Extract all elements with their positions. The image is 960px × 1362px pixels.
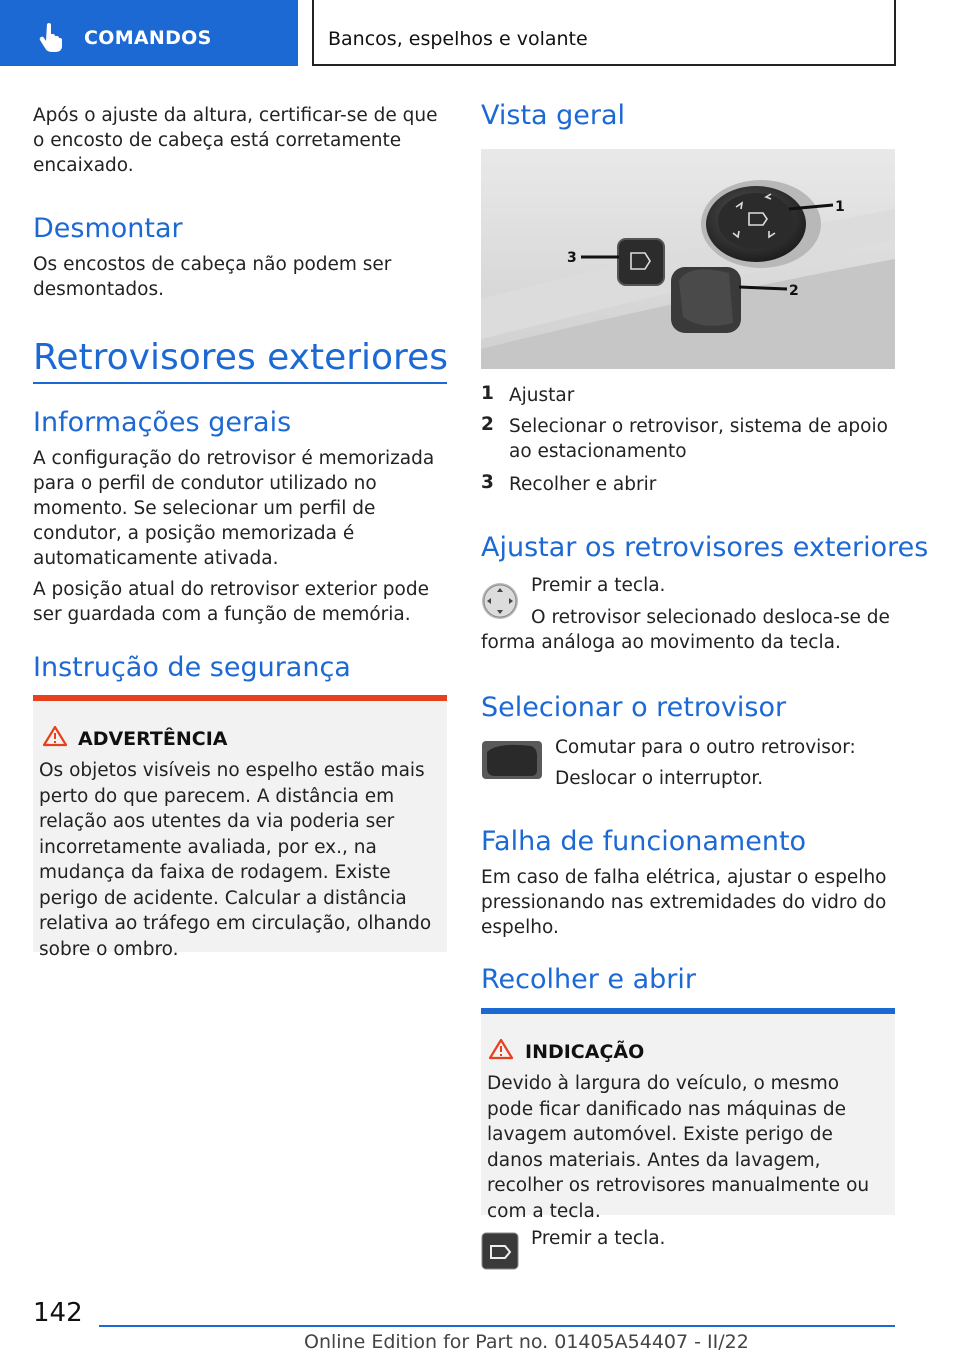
info-paragraph-2: A posição atual do retrovisor exterior pode ser guardada com a função de memória. <box>33 579 429 625</box>
chapter-heading-rule <box>33 382 447 384</box>
footer-edition: Online Edition for Part no. 01405A54407 - II/22 <box>304 1331 749 1353</box>
legend-text-1: Ajustar <box>509 385 575 406</box>
callout-3: 3 <box>567 250 577 266</box>
page-number: 142 <box>33 1298 83 1328</box>
note-box <box>481 1008 895 1222</box>
info-paragraph-1: A configuração do retrovisor é memorizada para o perfil de condutor utilizado no momento. Se selecionar um perfil de condutor, a posição memorizada é automaticamente ativada. <box>33 448 435 569</box>
fold-heading: Recolher e abrir <box>481 964 697 995</box>
select-paragraph-1: Comutar para o outro retrovisor: <box>555 737 856 758</box>
chapter-tab-label: Bancos, espelhos e volante <box>328 28 588 50</box>
mirror-fold-button-icon <box>481 1232 519 1270</box>
adjust-paragraph-1: Premir a tecla. <box>531 575 666 596</box>
mirror-select-switch-icon <box>481 740 543 780</box>
mirror-controls-photo <box>481 149 895 369</box>
warning-box <box>33 695 447 960</box>
desmontar-text: Os encostos de cabeça não podem ser desmontados. <box>33 254 392 300</box>
footer-rule <box>99 1325 895 1327</box>
warning-title: ADVERTÊNCIA <box>78 728 228 750</box>
adjust-heading: Ajustar os retrovisores exteriores <box>481 532 929 563</box>
warning-triangle-icon <box>42 725 68 747</box>
select-paragraph-2: Deslocar o interruptor. <box>555 768 764 789</box>
desmontar-heading: Desmontar <box>33 213 183 244</box>
legend-text-3: Recolher e abrir <box>509 474 657 495</box>
info-heading: Informações gerais <box>33 407 292 438</box>
chapter-heading: Retrovisores exteriores <box>33 337 448 378</box>
fold-paragraph: Premir a tecla. <box>531 1228 666 1249</box>
warning-triangle-icon <box>488 1038 514 1060</box>
intro-text: Após o ajuste da altura, certificar-se de que o encosto de cabeça está corretamente encaixado. <box>33 105 438 176</box>
section-tab-label: COMANDOS <box>84 27 212 49</box>
hand-pointer-icon <box>38 22 64 52</box>
adjust-paragraph-2 <box>481 605 893 655</box>
callout-1: 1 <box>835 199 845 215</box>
legend-text-2: Selecionar o retrovisor, sistema de apoio ao estacionamento <box>509 416 888 462</box>
warning-text: Os objetos visíveis no espelho estão mais perto do que parecem. A distância em relação aos utentes da via poderia ser incorretamente avaliada, por ex., na mudança da faixa de rodagem. Existe perigo de acidente. Calcular a distância relativa ao tráfego em circulação, olhando sobre o ombro. <box>39 760 432 960</box>
legend-number-3: 3 <box>481 472 494 493</box>
section-tab-commands <box>0 0 298 66</box>
malfunction-heading: Falha de funcionamento <box>481 826 807 857</box>
malfunction-text: Em caso de falha elétrica, ajustar o espelho pressionando nas extremidades do vidro do espelho. <box>481 867 887 938</box>
legend-number-1: 1 <box>481 383 494 404</box>
note-title: INDICAÇÃO <box>525 1041 645 1063</box>
note-text: Devido à largura do veículo, o mesmo pode ficar danificado nas máquinas de lavagem automóvel. Existe perigo de danos materiais. Antes da lavagem, recolher os retrovisores manualmente ou com a tecla. <box>487 1073 870 1222</box>
legend-number-2: 2 <box>481 414 494 435</box>
select-heading: Selecionar o retrovisor <box>481 692 787 723</box>
adjust-paragraph-2-text: O retrovisor selecionado desloca-se de forma análoga ao movimento da tecla. <box>481 607 890 653</box>
safety-heading: Instrução de segurança <box>33 652 351 683</box>
chapter-tab <box>312 0 896 66</box>
overview-heading: Vista geral <box>481 100 626 131</box>
page-header <box>0 0 960 66</box>
callout-2: 2 <box>789 283 799 299</box>
